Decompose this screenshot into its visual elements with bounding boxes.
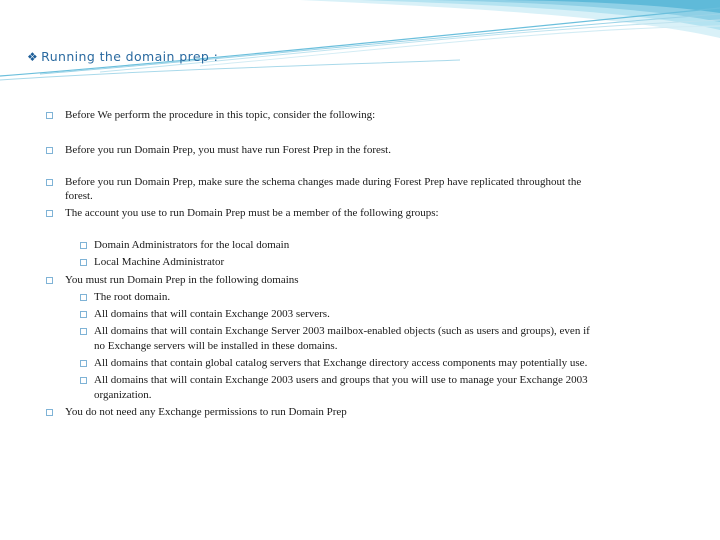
square-bullet-icon: [46, 210, 53, 217]
sub-list-item-continuation: organization.: [94, 389, 152, 401]
square-bullet-icon: [80, 259, 87, 266]
square-bullet-icon: [46, 409, 53, 416]
sub-list-item: All domains that will contain Exchange 2003 users and groups that you will use to manage your Exchange 2003: [94, 374, 588, 386]
list-item: The account you use to run Domain Prep must be a member of the following groups:: [65, 207, 439, 219]
square-bullet-icon: [80, 377, 87, 384]
square-bullet-icon: [80, 360, 87, 367]
sub-list-item: All domains that will contain Exchange 2003 servers.: [94, 308, 330, 320]
list-item: You do not need any Exchange permissions to run Domain Prep: [65, 406, 347, 418]
list-item-continuation: forest.: [65, 190, 93, 202]
sub-list-item: The root domain.: [94, 291, 171, 303]
sub-list-item: Domain Administrators for the local domain: [94, 239, 290, 251]
square-bullet-icon: [46, 147, 53, 154]
slide-title-text: Running the domain prep :: [41, 49, 219, 64]
list-item: Before you run Domain Prep, make sure the schema changes made during Forest Prep have replicated throughout the: [65, 176, 582, 188]
square-bullet-icon: [80, 328, 87, 335]
square-bullet-icon: [80, 242, 87, 249]
square-bullet-icon: [46, 277, 53, 284]
square-bullet-icon: [80, 311, 87, 318]
sub-list-item: Local Machine Administrator: [94, 256, 225, 268]
square-bullet-icon: [46, 112, 53, 119]
square-bullet-icon: [46, 179, 53, 186]
list-item: Before you run Domain Prep, you must have run Forest Prep in the forest.: [65, 144, 391, 156]
diamond-bullet-icon: ❖: [27, 50, 39, 64]
sub-list-item: All domains that will contain Exchange Server 2003 mailbox-enabled objects (such as users and groups), even if: [94, 325, 590, 337]
square-bullet-icon: [80, 294, 87, 301]
list-item: Before We perform the procedure in this topic, consider the following:: [65, 109, 376, 121]
sub-list-item-continuation: no Exchange servers will be installed in these domains.: [94, 340, 338, 352]
list-item: You must run Domain Prep in the following domains: [65, 274, 299, 286]
sub-list-item: All domains that contain global catalog servers that Exchange directory access components may potentially use.: [94, 357, 588, 369]
